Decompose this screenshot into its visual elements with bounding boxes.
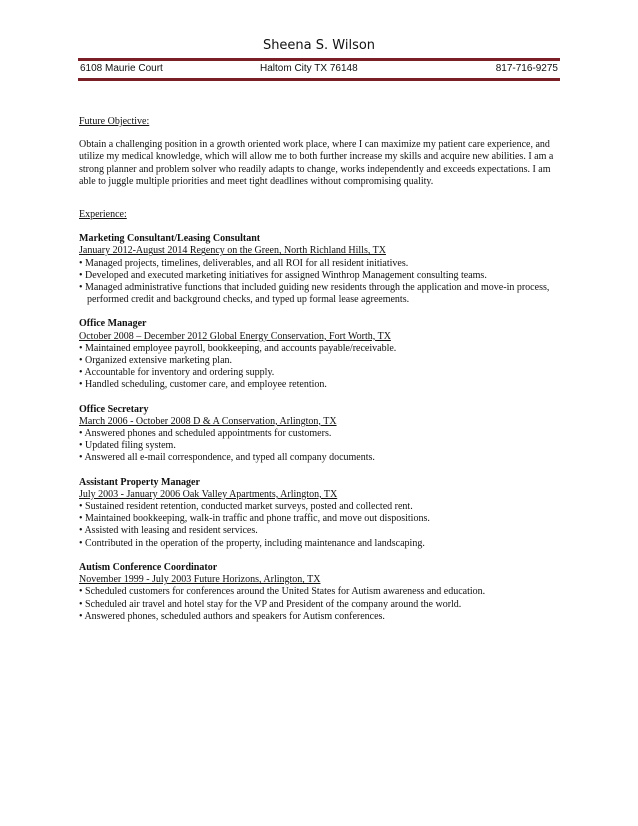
- job-bullets: [79, 501, 563, 550]
- job-bullet: • Handled scheduling, customer care, and employee retention.: [79, 379, 563, 391]
- objective-heading: Future Objective:: [79, 116, 150, 127]
- job-entry: [79, 318, 563, 391]
- job-bullet: • Accountable for inventory and ordering supply.: [79, 367, 563, 379]
- job-title: Office Manager: [79, 318, 147, 330]
- job-bullet: • Maintained bookkeeping, walk-in traffic and phone traffic, and move out dispositions.: [79, 513, 563, 525]
- contact-address: 6108 Maurie Court: [80, 63, 163, 74]
- job-title: Assistant Property Manager: [79, 476, 200, 488]
- header-rule-bottom: [78, 78, 560, 81]
- resume-body: [79, 116, 563, 623]
- job-bullet: • Managed projects, timelines, deliverables, and all ROI for all resident initiatives.: [79, 258, 563, 270]
- job-dates-employer: July 2003 - January 2006 Oak Valley Apartments, Arlington, TX: [79, 488, 338, 500]
- job-bullet: • Assisted with leasing and resident services.: [79, 525, 563, 537]
- job-dates-employer: January 2012-August 2014 Regency on the Green, North Richland Hills, TX: [79, 245, 386, 257]
- job-bullets: [79, 258, 563, 307]
- job-title: Autism Conference Coordinator: [79, 561, 218, 573]
- job-title: Marketing Consultant/Leasing Consultant: [79, 233, 261, 245]
- contact-city: Haltom City TX 76148: [260, 63, 358, 74]
- job-bullet: • Updated filing system.: [79, 440, 563, 452]
- job-entry: [79, 562, 563, 623]
- job-bullets: [79, 586, 563, 623]
- job-dates-employer: November 1999 - July 2003 Future Horizons, Arlington, TX: [79, 574, 321, 586]
- objective-text: Obtain a challenging position in a growth oriented work place, where I can maximize my patient care experience, and utilize my medical knowledge, which will allow me to both further increase my skills and acquire new abilities. I am a strong planner and problem solver who readily adapts to change, works independently and exceeds expectations. I am able to juggle multiple priorities and meet tight deadlines without compromising quality.: [79, 139, 554, 187]
- job-bullet: • Answered phones and scheduled appointments for customers.: [79, 428, 563, 440]
- job-dates-employer: March 2006 - October 2008 D & A Conservation, Arlington, TX: [79, 415, 337, 427]
- job-entry: [79, 233, 563, 306]
- job-bullet: • Maintained employee payroll, bookkeeping, and accounts payable/receivable.: [79, 343, 563, 355]
- header-rule-top: [78, 58, 560, 61]
- contact-phone: 817-716-9275: [495, 63, 558, 74]
- job-bullet: • Organized extensive marketing plan.: [79, 355, 563, 367]
- resume-name: Sheena S. Wilson: [262, 38, 376, 53]
- job-entry: [79, 404, 563, 465]
- job-title: Office Secretary: [79, 403, 149, 415]
- job-bullets: [79, 428, 563, 465]
- job-bullet: • Scheduled air travel and hotel stay for the VP and President of the company around the world.: [79, 599, 563, 611]
- job-bullet: • Developed and executed marketing initiatives for assigned Winthrop Management consulting teams.: [79, 270, 563, 282]
- job-bullet: • Scheduled customers for conferences around the United States for Autism awareness and education.: [79, 586, 563, 598]
- job-bullet: • Answered phones, scheduled authors and speakers for Autism conferences.: [79, 611, 563, 623]
- contact-line: [80, 63, 558, 77]
- job-bullet: • Answered all e-mail correspondence, and typed all company documents.: [79, 452, 563, 464]
- job-bullet: • Managed administrative functions that included guiding new residents through the application and move-in process, performed credit and background checks, and typed up formal lease agreements.: [79, 282, 563, 306]
- experience-heading: Experience:: [79, 209, 127, 221]
- job-entry: [79, 477, 563, 550]
- job-bullet: • Sustained resident retention, conducted market surveys, posted and collected rent.: [79, 501, 563, 513]
- job-bullet: • Contributed in the operation of the property, including maintenance and landscaping.: [79, 538, 563, 550]
- job-bullets: [79, 343, 563, 392]
- job-dates-employer: October 2008 – December 2012 Global Energy Conservation, Fort Worth, TX: [79, 330, 391, 342]
